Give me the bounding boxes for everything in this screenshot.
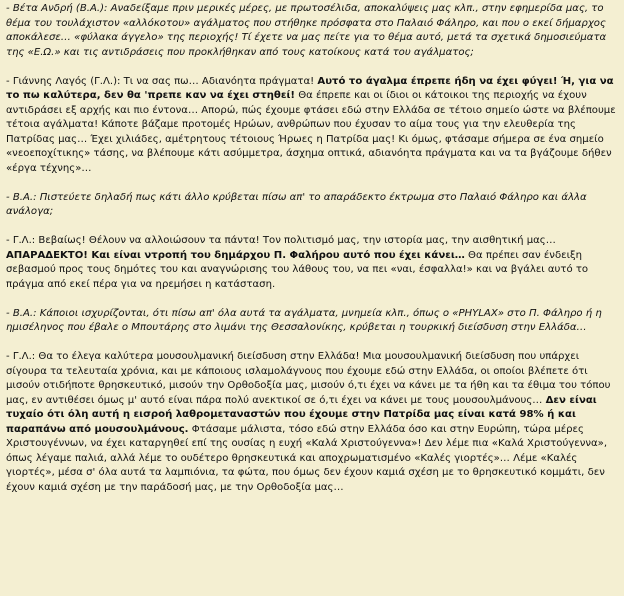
text-run: Θα έπρεπε και οι ίδιοι οι κάτοικοι της περιοχής να έχουν αντιδράσει εξ αρχής και πιο έντονα… Απορώ, πώς έχουμε φτάσει εδώ στην Ελλάδα σε τέτοιο σημείο ώστε να βλέπουμε τέτοια αγάλματα! Κάποτε βάζαμε προτομές Ηρώων, ανθρώπων που έχυσαν το αίμα τους για την ελευθερία της Πατρίδας μας… Έχει χιλιάδες, αμέτρητους τέτοιους Ήρωες η Πατρίδα μας! Κι όμως, φτάσαμε σήμερα σε ένα σημείο «νεοεποχίτικης» τάσης, να βλέπουμε κάτι ασύμμετρα, άσχημα οπτικά, αδιανόητα πράγματα και να τα βγάζουμε δήθεν «έργα τέχνης»… <box>6 90 616 174</box>
bold-text: ΑΠΑΡΑΔΕΚΤΟ! Και είναι ντροπή του δημάρχου Π. Φαλήρου αυτό που έχει κάνει… <box>6 249 465 261</box>
text-run: - Γιάννης Λαγός (Γ.Λ.): Τι να σας πω… Αδιανόητα πράγματα! <box>6 75 318 87</box>
answer-3 <box>6 350 618 495</box>
answer-1 <box>6 75 618 177</box>
bold-text: Δεν είναι τυχαίο ότι όλη αυτή η εισροή λαθρομεταναστών που έχουμε στην Πατρίδα μας είναι κατά 98% ή και παραπάνω από μουσουλμάνους. <box>6 394 597 435</box>
question-1 <box>6 2 618 60</box>
answer-2 <box>6 234 618 292</box>
question-2 <box>6 191 618 220</box>
text-run: - Β.Α.: Πιστεύετε δηλαδή πως κάτι άλλο κρύβεται πίσω απ' το απαράδεκτο έκτρωμα στο Παλαιό Φάληρο και άλλα ανάλογα; <box>6 191 587 217</box>
bold-text: Αυτό το άγαλμα έπρεπε ήδη να έχει φύγει! Ή, για να το πω καλύτερα, δεν θα 'πρεπε καν να έχει στηθεί! <box>6 75 614 101</box>
text-run: Θα πρέπει σαν ένδειξη σεβασμού προς τους δημότες του και αναγνώρισης του λάθους του, να πει «ναι, έσφαλλα!» και να βγάλει αυτό το πράγμα από εκεί πέρα για να ηρεμήσει η κατάσταση. <box>6 249 589 290</box>
text-run: - Βέτα Ανδρή (Β.Α.): Αναδείξαμε πριν μερικές μέρες, με πρωτοσέλιδα, αποκαλύψεις μας κλπ., στην εφημερίδα μας, το θέμα του τουλάχιστον «αλλόκοτου» αγάλματος που στήθηκε πρόσφατα στο Παλαιό Φάληρο, και που ο εκεί δήμαρχος αποκάλεσε… «φύλακα άγγελο» της περιοχής! Τί έχετε να μας πείτε για το θέμα αυτό, μετά τα σχετικά δημοσιεύματα της «Ε.Ω.» και τις αντιδράσεις που προκλήθηκαν από τους κατοίκους κατά του αγάλματος; <box>6 3 607 58</box>
question-3 <box>6 307 618 336</box>
text-run: - Β.Α.: Κάποιοι ισχυρίζονται, ότι πίσω απ' όλα αυτά τα αγάλματα, μνημεία κλπ., όπως ο «PHYLAX» στο Π. Φάληρο ή η ημισέληνος που έβαλε ο Μπουτάρης στο λιμάνι της Θεσσαλονίκης, κρύβεται η τουρκική διείσδυση στην Ελλάδα… <box>6 307 602 333</box>
text-run: - Γ.Λ.: Βεβαίως! Θέλουν να αλλοιώσουν τα πάντα! Τον πολιτισμό μας, την ιστορία μας, την αισθητική μας… <box>6 235 556 246</box>
text-run: Φτάσαμε μάλιστα, τόσο εδώ στην Ελλάδα όσο και στην Ευρώπη, τώρα μέρες Χριστουγέννων, να έχει καταργηθεί επί της ουσίας η ευχή «Καλά Χριστούγεννα»! Δεν λέμε πια «Καλά Χριστούγεννα», όπως λέγαμε παλιά, αλλά λέμε το ουδέτερο θρησκευτικά και αποχρωματισμένο «Καλές γιορτές»… Λέμε «Καλές γιορτές», μέσα σ' όλα αυτά τα λαμπιόνια, τα φώτα, που όμως δεν έχουν καμιά σχέση με το θρησκευτικό κομμάτι, δεν έχουν καμιά σχέση με την παράδοσή μας, με την Ορθοδοξία μας… <box>6 423 608 493</box>
text-run: - Γ.Λ.: Θα το έλεγα καλύτερα μουσουλμανική διείσδυση στην Ελλάδα! Μια μουσουλμανική διείσδυση που υπάρχει σίγουρα τα τελευταία χρόνια, και με κάποιους ισλαμολάγνους που έχουμε εδώ στην Ελλάδα, οι οποίοι βλέπετε ότι μισούν οτιδήποτε θρησκευτικό, μισούν την Ορθοδοξία μας, μισούν ό,τι έχει να κάνει με τα ήθη και τα έθιμα του τόπου μας, εν αντιθέσει όμως μ' αυτό είναι πάρα πολύ ανεκτικοί σε ό,τι έχει να κάνει με τους μουσουλμάνους… <box>6 351 611 406</box>
